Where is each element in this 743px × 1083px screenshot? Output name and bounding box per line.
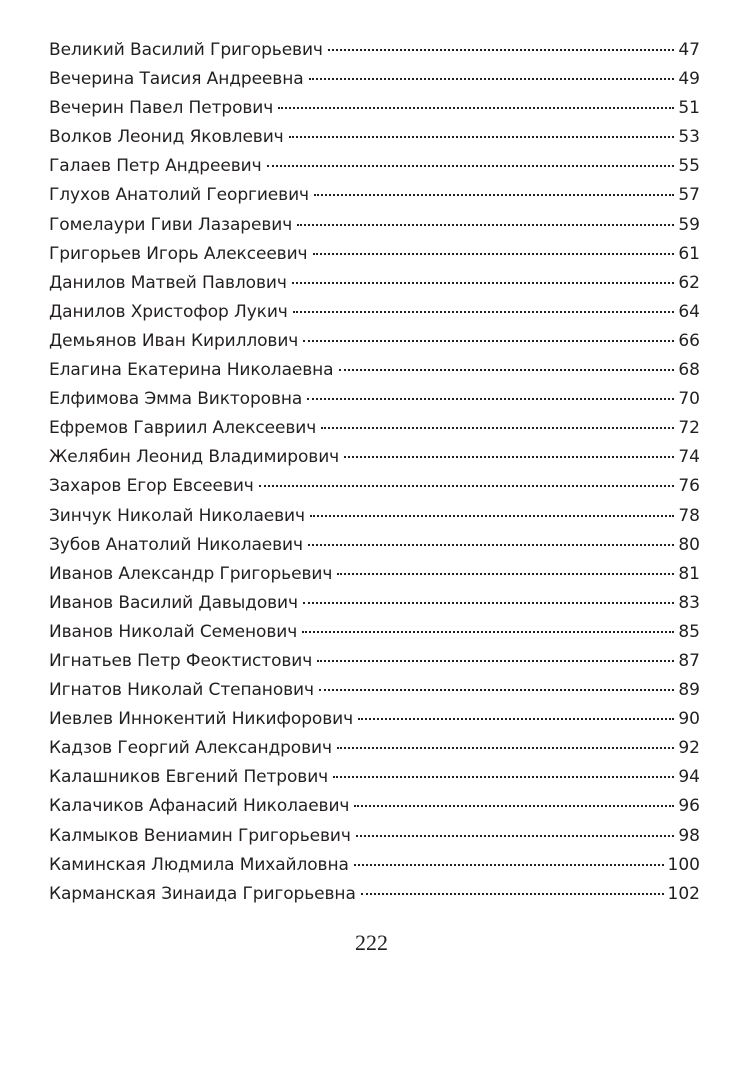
dot-leader bbox=[293, 311, 675, 313]
dot-leader bbox=[314, 194, 674, 196]
toc-entry-page: 94 bbox=[678, 767, 700, 788]
dot-leader bbox=[319, 689, 674, 691]
toc-entry-page: 100 bbox=[667, 854, 700, 875]
dot-leader bbox=[292, 282, 675, 284]
toc-entry[interactable] bbox=[49, 880, 700, 909]
toc-entry-name: Захаров Егор Евсеевич bbox=[49, 476, 254, 497]
toc-entry[interactable] bbox=[49, 763, 700, 792]
toc-entry-name: Гомелаури Гиви Лазаревич bbox=[49, 214, 293, 235]
dot-leader bbox=[333, 776, 674, 778]
toc-entry-name: Глухов Анатолий Георгиевич bbox=[49, 185, 309, 206]
toc-entry-page: 68 bbox=[678, 360, 700, 381]
toc-entry-name: Великий Василий Григорьевич bbox=[49, 40, 323, 60]
toc-entry-page: 59 bbox=[678, 214, 700, 235]
toc-entry-page: 64 bbox=[678, 301, 700, 322]
toc-entry[interactable] bbox=[49, 414, 700, 443]
toc-entry[interactable] bbox=[49, 36, 700, 65]
toc-entry-name: Данилов Матвей Павлович bbox=[49, 272, 287, 293]
toc-entry-name: Елфимова Эмма Викторовна bbox=[49, 389, 303, 410]
toc-entry-page: 80 bbox=[678, 534, 700, 555]
dot-leader bbox=[354, 805, 674, 807]
dot-leader bbox=[313, 253, 675, 255]
toc-entry-name: Иванов Николай Семенович bbox=[49, 621, 298, 642]
toc-entry-name: Игнатов Николай Степанович bbox=[49, 680, 314, 701]
toc-entry-page: 57 bbox=[678, 185, 700, 206]
toc-entry-page: 87 bbox=[678, 650, 700, 671]
toc-entry-page: 102 bbox=[667, 883, 700, 904]
dot-leader bbox=[310, 515, 674, 517]
toc-entry-page: 62 bbox=[678, 272, 700, 293]
toc-entry-page: 83 bbox=[678, 592, 700, 613]
toc-entry[interactable] bbox=[49, 851, 700, 880]
table-of-contents bbox=[49, 36, 700, 909]
toc-entry[interactable] bbox=[49, 269, 700, 298]
toc-entry[interactable] bbox=[49, 94, 700, 123]
toc-entry-page: 49 bbox=[678, 69, 700, 90]
toc-entry[interactable] bbox=[49, 618, 700, 647]
dot-leader bbox=[361, 893, 664, 895]
dot-leader bbox=[267, 165, 675, 167]
dot-leader bbox=[308, 544, 674, 546]
toc-entry-page: 66 bbox=[678, 330, 700, 351]
toc-entry[interactable] bbox=[49, 385, 700, 414]
toc-entry[interactable] bbox=[49, 152, 700, 181]
dot-leader bbox=[303, 602, 674, 604]
toc-entry-name: Калачиков Афанасий Николаевич bbox=[49, 796, 350, 817]
dot-leader bbox=[289, 136, 675, 138]
dot-leader bbox=[317, 660, 674, 662]
toc-entry[interactable] bbox=[49, 589, 700, 618]
toc-entry-name: Григорьев Игорь Алексеевич bbox=[49, 243, 308, 264]
toc-entry-page: 98 bbox=[678, 825, 700, 846]
dot-leader bbox=[278, 107, 674, 109]
dot-leader bbox=[356, 835, 675, 837]
dot-leader bbox=[354, 864, 664, 866]
page-number: 222 bbox=[355, 930, 388, 955]
toc-entry-name: Демьянов Иван Кириллович bbox=[49, 330, 299, 351]
toc-entry-name: Кадзов Георгий Александрович bbox=[49, 738, 332, 759]
toc-entry[interactable] bbox=[49, 327, 700, 356]
toc-entry-page: 51 bbox=[678, 98, 700, 119]
toc-entry[interactable] bbox=[49, 181, 700, 210]
toc-entry[interactable] bbox=[49, 705, 700, 734]
toc-entry[interactable] bbox=[49, 792, 700, 821]
toc-entry-name: Вечерин Павел Петрович bbox=[49, 98, 274, 119]
toc-entry-page: 55 bbox=[678, 156, 700, 177]
toc-entry-page: 96 bbox=[678, 796, 700, 817]
toc-entry-page: 85 bbox=[678, 621, 700, 642]
dot-leader bbox=[297, 224, 674, 226]
dot-leader bbox=[328, 49, 674, 51]
toc-entry-name: Зинчук Николай Николаевич bbox=[49, 505, 305, 526]
dot-leader bbox=[321, 427, 674, 429]
toc-entry-name: Ефремов Гавриил Алексеевич bbox=[49, 418, 317, 439]
dot-leader bbox=[344, 456, 674, 458]
dot-leader bbox=[358, 718, 674, 720]
toc-entry[interactable] bbox=[49, 123, 700, 152]
toc-entry-page: 92 bbox=[678, 738, 700, 759]
toc-entry-name: Карманская Зинаида Григорьевна bbox=[49, 883, 356, 904]
toc-entry-name: Иванов Василий Давыдович bbox=[49, 592, 298, 613]
dot-leader bbox=[302, 631, 674, 633]
dot-leader bbox=[337, 747, 674, 749]
toc-entry-page: 76 bbox=[678, 476, 700, 497]
toc-entry-page: 78 bbox=[678, 505, 700, 526]
toc-entry-page: 47 bbox=[678, 40, 700, 60]
dot-leader bbox=[339, 369, 675, 371]
toc-entry-page: 70 bbox=[678, 389, 700, 410]
toc-entry-page: 61 bbox=[678, 243, 700, 264]
toc-entry-page: 72 bbox=[678, 418, 700, 439]
toc-entry-name: Вечерина Таисия Андреевна bbox=[49, 69, 304, 90]
toc-entry[interactable] bbox=[49, 211, 700, 240]
toc-entry[interactable] bbox=[49, 356, 700, 385]
toc-entry-name: Волков Леонид Яковлевич bbox=[49, 127, 284, 148]
dot-leader bbox=[307, 398, 674, 400]
toc-entry-page: 81 bbox=[678, 563, 700, 584]
toc-entry-name: Калмыков Вениамин Григорьевич bbox=[49, 825, 351, 846]
toc-entry-name: Зубов Анатолий Николаевич bbox=[49, 534, 303, 555]
toc-entry-page: 89 bbox=[678, 680, 700, 701]
toc-entry[interactable] bbox=[49, 531, 700, 560]
toc-entry-name: Игнатьев Петр Феоктистович bbox=[49, 650, 313, 671]
toc-entry[interactable] bbox=[49, 502, 700, 531]
toc-entry-name: Каминская Людмила Михайловна bbox=[49, 854, 349, 875]
toc-entry[interactable] bbox=[49, 560, 700, 589]
toc-entry-name: Калашников Евгений Петрович bbox=[49, 767, 329, 788]
toc-entry[interactable] bbox=[49, 472, 700, 501]
toc-entry[interactable] bbox=[49, 443, 700, 472]
toc-entry-page: 90 bbox=[678, 709, 700, 730]
toc-entry-page: 74 bbox=[678, 447, 700, 468]
dot-leader bbox=[259, 485, 675, 487]
dot-leader bbox=[337, 573, 674, 575]
toc-entry-name: Данилов Христофор Лукич bbox=[49, 301, 288, 322]
toc-entry-name: Желябин Леонид Владимирович bbox=[49, 447, 340, 468]
toc-entry[interactable] bbox=[49, 676, 700, 705]
toc-entry-name: Иванов Александр Григорьевич bbox=[49, 563, 333, 584]
toc-entry-name: Галаев Петр Андреевич bbox=[49, 156, 262, 177]
toc-entry-name: Иевлев Иннокентий Никифорович bbox=[49, 709, 354, 730]
toc-entry[interactable] bbox=[49, 822, 700, 851]
toc-entry[interactable] bbox=[49, 240, 700, 269]
toc-entry[interactable] bbox=[49, 298, 700, 327]
dot-leader bbox=[303, 340, 674, 342]
toc-entry-name: Елагина Екатерина Николаевна bbox=[49, 360, 334, 381]
toc-entry[interactable] bbox=[49, 65, 700, 94]
toc-entry[interactable] bbox=[49, 647, 700, 676]
toc-entry-page: 53 bbox=[678, 127, 700, 148]
toc-entry[interactable] bbox=[49, 734, 700, 763]
dot-leader bbox=[309, 78, 675, 80]
